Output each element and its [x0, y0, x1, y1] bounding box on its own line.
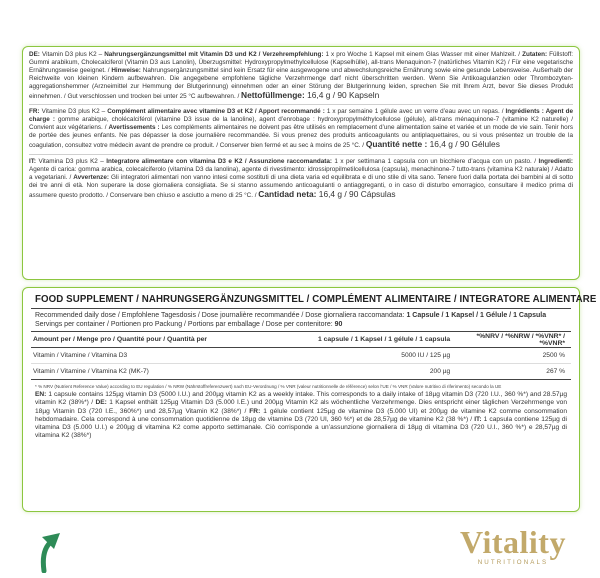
label-de: [29, 51, 573, 101]
nutrient-name: Vitamin / Vitamine / Vitamina D3: [31, 348, 269, 364]
net-value-fr: 16,4 g / 90 Gélules: [427, 139, 500, 150]
table-row: [31, 364, 571, 380]
ingredients-heading-it: Ingredienti:: [538, 157, 573, 165]
net-value-it: 16,4 g / 90 Cápsulas: [316, 188, 396, 199]
product-name-fr: Vitamine D3 plus K2 –: [39, 108, 108, 116]
ingredients-it: Agente di carica: gomma arabica, colecalciferolo (vitamina D3 da lanolina), agente di rivestimento: idrossipropilmetilcellulosa (capsula), menachinone-7 tutto-trans (vitamina K2 naturale) / Adatto a vegetariani. /: [29, 165, 573, 181]
dosage-it: 1 x per settimana 1 capsula con un bicchiere d’acqua con un pasto. /: [332, 157, 539, 165]
product-name-de: Vitamin D3 plus K2 –: [39, 51, 105, 58]
nutrition-table: [31, 332, 571, 380]
net-heading-de: Nettofüllmenge:: [241, 90, 305, 101]
warnings-fr: Les compléments alimentaires ne doivent pas être utilisés en remplacement d’une alimentation saine et variée et un mode de vie sain. Tenir hors de portée des jeunes enfants. Ne pas dépasser la dose journalière recommandée. Si vous prenez des produits anticoagulants ou antiplaquettaires, ou si vous présentez un trouble de la coagulation, consultez votre médecin avant de prendre ce produit. / Conserver bien fermé et au sec à moins de 25 °C. /: [29, 124, 573, 150]
heading-fr: Complément alimentaire avec vitamine D3 et K2 / Apport recommandé :: [107, 108, 325, 116]
intake-label-fr: FR:: [249, 407, 261, 415]
net-value-de: 16,4 g / 90 Kapseln: [304, 90, 380, 101]
ingredients-heading-de: Zutaten:: [522, 51, 548, 58]
supplement-facts-title: FOOD SUPPLEMENT / NAHRUNGSERGÄNZUNGSMITTEL / COMPLÉMENT ALIMENTAIRE / INTEGRATORE ALIMENTARE: [31, 292, 571, 309]
brand-tagline: NUTRITIONALS: [477, 559, 549, 566]
brand-name: Vitality: [460, 524, 566, 560]
net-heading-fr: Quantité nette :: [365, 139, 428, 150]
warnings-heading-it: Avvertenze:: [73, 173, 109, 181]
header-per-capsule: 1 capsule / 1 Kapsel / 1 gélule / 1 capsula: [269, 332, 453, 348]
intake-de: 1 Kapsel enthält 125µg Vitamin D3 (5.000 I.E.) und 200µg Vitamin K2 als wöchentliche Verzehrmenge. Dies entspricht einer täglichen Verzehrmenge von 18µg Vitamin D3 (720 I.E., 360%*) und 28,57µg Vitamin K2 (38%*) /: [35, 399, 568, 415]
label-fr: [29, 108, 573, 150]
brand-logo: [453, 526, 573, 572]
servings-value: 90: [334, 321, 343, 328]
lang-prefix-it: IT:: [29, 157, 37, 165]
nrv-footnote: * % NRV (Nutrient Reference Value) according to EU regulation / % NRW (Nährstoffreferenzwert) nach EU-Verordnung / % VNR (valeur nutritionnelle de référence) selon l’UE / % VNR (Valore nutritivo di riferimento) secondo la UE: [35, 384, 502, 389]
ingredients-fr: gomme arabique, cholécalciférol (vitamine D3 issue de la lanoline), agent d’enrobage : hydroxypropylméthylcellulose (gélule), all-trans ménaquinone-7 (vitamine K2 naturelle) / Convient aux végétariens. /: [29, 116, 573, 132]
divider: [29, 154, 573, 155]
nutrient-nrv: 2500 %: [452, 348, 571, 364]
ingredients-de: Füllstoff: Gummi arabikum, Cholecalciferol (Vitamin D3 aus Lanolin), Überzugsmittel: Hydroxypropylmethylcellulose (Kapselhülle), all-trans Menaquinon-7 (natürliches Vitamin K2) / Für eine vegetarische Ernährungsweise geeignet. /: [29, 51, 573, 75]
heading-de: Nahrungsergänzungsmittel mit Vitamin D3 und K2 / Verzehrempfehlung:: [104, 51, 324, 58]
nutrient-name: Vitamin / Vitamine / Vitamina K2 (MK-7): [31, 364, 269, 380]
dosage-info: [31, 309, 571, 332]
net-heading-it: Cantidad neta:: [258, 188, 317, 199]
curved-arrow-icon[interactable]: [30, 527, 70, 573]
header-amount-per: Amount per / Menge pro / Quantité pour / Quantità per: [31, 332, 269, 348]
intake-en: 1 capsule contains 125µg vitamin D3 (5000 I.U.) and 200µg vitamin K2 as a weekly intake. This corresponds to a daily intake of 18µg vitamin D3 (720 I.U., 360 %*) and 28.57µg vitamin K2 (38%*) /: [35, 391, 567, 407]
nutrient-amount: 200 µg: [269, 364, 453, 380]
heading-it: Integratore alimentare con vitamina D3 e K2 / Assunzione raccomandata:: [106, 157, 332, 165]
nutrient-nrv: 267 %: [452, 364, 571, 380]
intake-label-it: IT:: [474, 415, 482, 423]
warnings-heading-de: Hinweise:: [111, 67, 141, 75]
table-row: [31, 348, 571, 364]
warnings-it: Gli integratori alimentari non vanno intesi come sostituti di una dieta varia ed equilibrata e di uno stile di vita sano. Tenere fuori dalla portata dei bambini al di sotto dei tre anni di età. Non superare la dose giornaliera consigliata. Se si stanno assumendo anticoagulanti o antiaggreganti, o in caso di disturbo emorragico, consultare il medico prima di assumere questo prodotto. / Conservare ben chiuso e asciutto a meno di 25 °C. /: [29, 173, 573, 199]
servings-label: Servings per container / Portionen pro Packung / Portions par emballage / Dose per contenitore:: [35, 321, 335, 328]
warnings-de: Nahrungsergänzungsmittel sind kein Ersatz für eine ausgewogene und abwechslungsreiche Ernährung sowie eine gesunde Lebensweise. Außerhalb der Reichweite von kleinen Kindern aufbewahren. Die angegebene empfohlene tägliche Verzehrmenge darf nicht überschritten werden. Wenn Sie Antikoagulanzien oder Thrombozyten-aggregationshemmer (Arzneimittel zur Hemmung der Blutgerinnung) einnehmen oder an einer Störung der Blutgerinnung leiden, sprechen Sie mit Ihrem Arzt, bevor Sie dieses Produkt einnehmen. / Gut verschlossen und trocken bei unter 25 °C aufbewahren. /: [29, 67, 573, 101]
dosage-de: 1 x pro Woche 1 Kapsel mit einem Glas Wasser mit einer Mahlzeit. /: [323, 51, 523, 58]
warnings-heading-fr: Avertissements :: [108, 124, 160, 132]
ingredients-heading-fr: Ingrédients : Agent de charge :: [29, 108, 573, 124]
nutrient-amount: 5000 IU / 125 µg: [269, 348, 453, 364]
intake-label-de: DE:: [95, 399, 107, 407]
multilingual-label-panel: [22, 46, 580, 280]
daily-dose-label: Recommended daily dose / Empfohlene Tagesdosis / Dose journalière recommandée / Dose giornaliera raccomandata:: [35, 312, 407, 319]
table-header: [31, 332, 571, 348]
intake-label-en: EN:: [35, 391, 47, 398]
product-name-it: Vitamina D3 plus K2 –: [36, 157, 107, 165]
label-it: [29, 158, 573, 200]
header-nrv: *%NRV / *%NRW / *%VNR* / *%VNR*: [452, 332, 571, 348]
supplement-facts-panel: [22, 287, 597, 512]
lang-prefix-de: DE:: [29, 51, 40, 58]
daily-dose-value: 1 Capsule / 1 Kapsel / 1 Gélule / 1 Capsula: [406, 312, 547, 319]
dosage-fr: 1 x par semaine 1 gélule avec un verre d’eau avec un repas. /: [324, 108, 506, 116]
intake-statement: [31, 391, 571, 441]
divider: [29, 104, 573, 105]
lang-prefix-fr: FR:: [29, 108, 40, 116]
intake-it: 1 capsula contiene 125µg di vitamina D3 (5.000 U.I.) e 200µg di vitamina K2 come apporto settimanale. Ciò corrisponde a un’assunzione giornaliera di 18µg di vitamina D3 (720 U.I., 360 %*) e 28,57µg di vitamina K2 (38%*): [35, 415, 567, 440]
intake-fr: 1 gélule contient 125µg de vitamine D3 (5.000 UI) et 200µg de vitamine K2 comme consommation hebdomadaire. Cela correspond à une consommation quotidienne de 18µg de vitamine D3 (720 UI, 360 %*) et de 28,57µg de vitamine K2 (38 %*) /: [35, 407, 567, 423]
